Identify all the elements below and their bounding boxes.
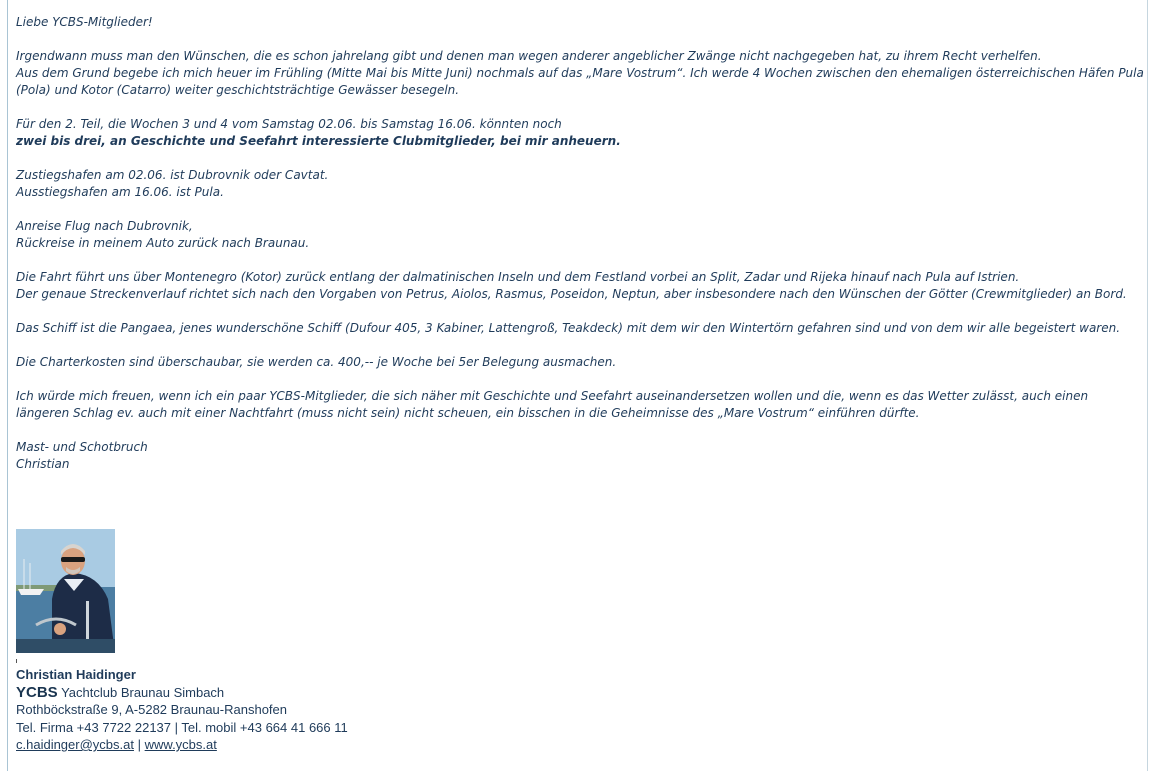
paragraph-invitation: Ich würde mich freuen, wenn ich ein paar YCBS-Mitglieder, die sich näher mit Geschichte und Seefahrt auseinandersetzen wollen und die, wenn es das Wetter zulässt, auch einen längeren Schlag ev. auch mit einer Nachtfahrt (muss nicht sein) nicht scheuen, ein bisschen in die Geheimnisse des „Mare Vostrum“ einführen dürfte. xyxy=(16,389,1089,420)
closing-phrase: Mast- und Schotbruch xyxy=(16,440,148,454)
message-body xyxy=(16,14,1144,473)
cursor-mark xyxy=(16,659,17,663)
arrival-info: Anreise Flug nach Dubrovnik, xyxy=(16,219,193,233)
club-abbreviation: YCBS xyxy=(16,683,58,701)
embark-port: Zustiegshafen am 02.06. ist Dubrovnik oder Cavtat. xyxy=(16,168,329,182)
route-line1: Die Fahrt führt uns über Montenegro (Kotor) zurück entlang der dalmatinischen Inseln und dem Festland vorbei an Split, Zadar und Rijeka hinauf nach Pula auf Istrien. xyxy=(16,270,1020,284)
paragraph-crew-call-line1: Für den 2. Teil, die Wochen 3 und 4 vom Samstag 02.06. bis Samstag 16.06. könnten noch xyxy=(16,117,562,131)
signature-address: Rothböckstraße 9, A-5282 Braunau-Ranshofen xyxy=(16,702,288,717)
paragraph-travel xyxy=(16,218,1144,252)
paragraph-intro-line1: Irgendwann muss man den Wünschen, die es schon jahrelang gibt und denen man wegen anderer angeblicher Zwänge nicht nachgegeben hat, zu ihrem Recht verhelfen. xyxy=(16,49,1042,63)
return-info: Rückreise in meinem Auto zurück nach Braunau. xyxy=(16,236,310,250)
paragraph-route xyxy=(16,269,1144,303)
greeting: Liebe YCBS-Mitglieder! xyxy=(16,15,153,29)
signature-name: Christian Haidinger xyxy=(16,667,136,682)
signature-links xyxy=(16,736,348,754)
route-line2: Der genaue Streckenverlauf richtet sich nach den Vorgaben von Petrus, Aiolos, Rasmus, Poseidon, Neptun, aber insbesondere nach den Wünschen der Götter (Crewmitglieder) an Bord. xyxy=(16,287,1127,301)
paragraph-ports xyxy=(16,167,1144,201)
signature-phone: Tel. Firma +43 7722 22137 | Tel. mobil +43 664 41 666 11 xyxy=(16,719,348,735)
link-separator: | xyxy=(137,737,141,752)
email-link[interactable]: c.haidinger@ycbs.at xyxy=(16,737,134,752)
paragraph-crew-call xyxy=(16,116,1144,150)
closing xyxy=(16,439,1144,473)
paragraph-intro xyxy=(16,48,1144,99)
disembark-port: Ausstiegshafen am 16.06. ist Pula. xyxy=(16,185,224,199)
paragraph-crew-call-bold: zwei bis drei, an Geschichte und Seefahrt interessierte Clubmitglieder, bei mir anheuern. xyxy=(16,134,621,148)
signature-club xyxy=(16,684,348,702)
email-signature xyxy=(16,666,348,754)
paragraph-costs: Die Charterkosten sind überschaubar, sie werden ca. 400,-- je Woche bei 5er Belegung ausmachen. xyxy=(16,355,617,369)
paragraph-ship: Das Schiff ist die Pangaea, jenes wunderschöne Schiff (Dufour 405, 3 Kabiner, Lattengroß, Teakdeck) mit dem wir den Wintertörn gefahren sind und von dem wir alle begeistert waren. xyxy=(16,321,1121,335)
website-link[interactable]: www.ycbs.at xyxy=(144,737,217,752)
paragraph-intro-line2: Aus dem Grund begebe ich mich heuer im Frühling (Mitte Mai bis Mitte Juni) nochmals auf das „Mare Vostrum“. Ich werde 4 Wochen zwischen den ehemaligen österreichischen Häfen Pula (Pola) und Kotor (Catarro) weiter geschichtsträchtige Gewässer besegeln. xyxy=(16,66,1144,97)
person-on-boat-image xyxy=(16,529,115,653)
club-name: Yachtclub Braunau Simbach xyxy=(61,684,225,700)
closing-name: Christian xyxy=(16,457,70,471)
signature-photo xyxy=(16,529,115,653)
